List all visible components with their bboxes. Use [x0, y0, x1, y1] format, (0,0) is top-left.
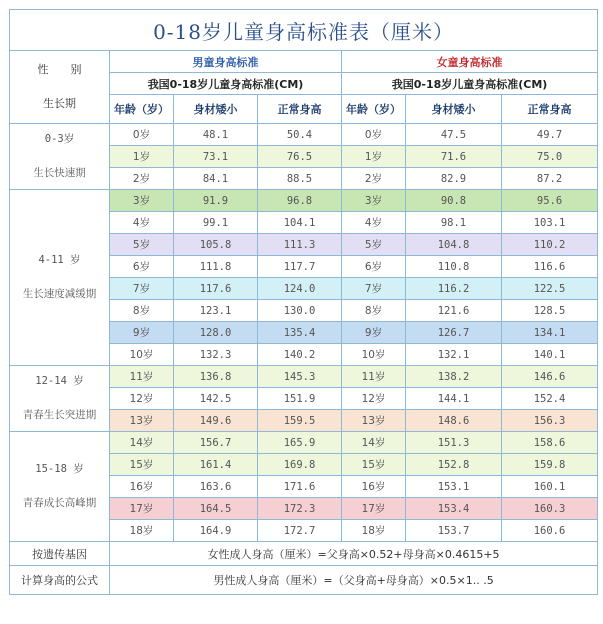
table-cell: 12岁 — [110, 388, 174, 410]
table-cell: 164.5 — [174, 498, 258, 520]
table-cell: 73.1 — [174, 146, 258, 168]
table-cell: 159.8 — [502, 454, 598, 476]
table-cell: 104.1 — [258, 212, 342, 234]
col-normal-boy: 正常身高 — [258, 95, 342, 124]
girl-national-standard: 我国0-18岁儿童身高标准(CM) — [342, 73, 598, 95]
table-cell: 111.8 — [174, 256, 258, 278]
formula-label-line1: 按遗传基因 — [10, 542, 110, 566]
table-cell: 138.2 — [406, 366, 502, 388]
table-cell: 3岁 — [342, 190, 406, 212]
height-standard-table — [9, 9, 598, 595]
table-cell: 14岁 — [110, 432, 174, 454]
formula-label-line2: 计算身高的公式 — [10, 566, 110, 595]
table-cell: 8岁 — [342, 300, 406, 322]
stage-age-range: 0-3岁 — [44, 132, 75, 145]
table-cell: 110.2 — [502, 234, 598, 256]
table-cell: 136.8 — [174, 366, 258, 388]
table-cell: 75.0 — [502, 146, 598, 168]
table-cell: 117.7 — [258, 256, 342, 278]
stage-cell — [10, 124, 110, 190]
table-cell: 153.1 — [406, 476, 502, 498]
table-cell: 13岁 — [342, 410, 406, 432]
table-cell: 82.9 — [406, 168, 502, 190]
table-cell: 128.0 — [174, 322, 258, 344]
table-cell: 71.6 — [406, 146, 502, 168]
table-cell: 121.6 — [406, 300, 502, 322]
table-cell: 15岁 — [110, 454, 174, 476]
table-cell: 5岁 — [342, 234, 406, 256]
table-cell: 164.9 — [174, 520, 258, 542]
table-cell: 6岁 — [110, 256, 174, 278]
table-cell: 1岁 — [110, 146, 174, 168]
table-cell: 87.2 — [502, 168, 598, 190]
table-cell: 156.3 — [502, 410, 598, 432]
table-cell: 163.6 — [174, 476, 258, 498]
table-cell: 151.3 — [406, 432, 502, 454]
table-cell: 116.6 — [502, 256, 598, 278]
stage-age-range: 12-14 岁 — [35, 374, 84, 387]
table-cell: 111.3 — [258, 234, 342, 256]
table-cell: 8岁 — [110, 300, 174, 322]
table-cell: 153.7 — [406, 520, 502, 542]
table-cell: 156.7 — [174, 432, 258, 454]
table-cell: 16岁 — [110, 476, 174, 498]
stage-cell — [10, 366, 110, 432]
table-cell: 1岁 — [342, 146, 406, 168]
table-cell: 130.0 — [258, 300, 342, 322]
stage-age-range: 15-18 岁 — [35, 462, 84, 475]
table-cell: 135.4 — [258, 322, 342, 344]
table-cell: 117.6 — [174, 278, 258, 300]
table-cell: 99.1 — [174, 212, 258, 234]
col-short-girl: 身材矮小 — [406, 95, 502, 124]
col-age-girl: 年龄（岁） — [342, 95, 406, 124]
table-cell: 11岁 — [110, 366, 174, 388]
table-cell: 165.9 — [258, 432, 342, 454]
table-cell: 142.5 — [174, 388, 258, 410]
boy-standard-header: 男童身高标准 — [110, 51, 342, 73]
stage-name: 青春生长突进期 — [22, 408, 97, 421]
table-cell: 14岁 — [342, 432, 406, 454]
table-cell: 84.1 — [174, 168, 258, 190]
table-cell: 9岁 — [110, 322, 174, 344]
table-cell: 145.3 — [258, 366, 342, 388]
table-cell: 104.8 — [406, 234, 502, 256]
table-cell: 140.2 — [258, 344, 342, 366]
female-formula: 女性成人身高（厘米）=父身高×0.52+母身高×0.4615+5 — [110, 542, 598, 566]
table-cell: 95.6 — [502, 190, 598, 212]
table-cell: 110.8 — [406, 256, 502, 278]
table-cell: 76.5 — [258, 146, 342, 168]
table-cell: 11岁 — [342, 366, 406, 388]
table-cell: 10岁 — [342, 344, 406, 366]
table-cell: 48.1 — [174, 124, 258, 146]
table-cell: 17岁 — [110, 498, 174, 520]
table-cell: 10岁 — [110, 344, 174, 366]
table-cell: 153.4 — [406, 498, 502, 520]
table-cell: 172.3 — [258, 498, 342, 520]
col-short-boy: 身材矮小 — [174, 95, 258, 124]
table-cell: 50.4 — [258, 124, 342, 146]
table-cell: 0岁 — [342, 124, 406, 146]
girl-standard-header: 女童身高标准 — [342, 51, 598, 73]
table-cell: 6岁 — [342, 256, 406, 278]
stage-cell — [10, 190, 110, 366]
table-cell: 0岁 — [110, 124, 174, 146]
table-cell: 5岁 — [110, 234, 174, 256]
table-cell: 96.8 — [258, 190, 342, 212]
table-cell: 161.4 — [174, 454, 258, 476]
table-cell: 148.6 — [406, 410, 502, 432]
table-cell: 98.1 — [406, 212, 502, 234]
table-cell: 144.1 — [406, 388, 502, 410]
table-cell: 91.9 — [174, 190, 258, 212]
table-cell: 7岁 — [110, 278, 174, 300]
table-cell: 13岁 — [110, 410, 174, 432]
stage-label: 生长期 — [43, 97, 76, 110]
table-cell: 151.9 — [258, 388, 342, 410]
stage-name: 生长速度减缓期 — [22, 287, 97, 300]
stage-name: 青春成长高峰期 — [22, 496, 97, 509]
table-cell: 160.3 — [502, 498, 598, 520]
table-cell: 126.7 — [406, 322, 502, 344]
table-cell: 47.5 — [406, 124, 502, 146]
table-cell: 18岁 — [342, 520, 406, 542]
table-cell: 158.6 — [502, 432, 598, 454]
table-cell: 3岁 — [110, 190, 174, 212]
table-cell: 4岁 — [342, 212, 406, 234]
table-cell: 2岁 — [110, 168, 174, 190]
table-cell: 160.1 — [502, 476, 598, 498]
table-cell: 123.1 — [174, 300, 258, 322]
table-cell: 152.4 — [502, 388, 598, 410]
table-cell: 128.5 — [502, 300, 598, 322]
table-cell: 49.7 — [502, 124, 598, 146]
table-cell: 140.1 — [502, 344, 598, 366]
table-cell: 124.0 — [258, 278, 342, 300]
table-cell: 146.6 — [502, 366, 598, 388]
boy-national-standard: 我国0-18岁儿童身高标准(CM) — [110, 73, 342, 95]
gender-label: 性 别 — [37, 62, 82, 76]
table-cell: 132.1 — [406, 344, 502, 366]
table-cell: 122.5 — [502, 278, 598, 300]
stage-cell — [10, 432, 110, 542]
table-cell: 169.8 — [258, 454, 342, 476]
table-cell: 152.8 — [406, 454, 502, 476]
table-cell: 116.2 — [406, 278, 502, 300]
table-cell: 17岁 — [342, 498, 406, 520]
table-cell: 132.3 — [174, 344, 258, 366]
col-normal-girl: 正常身高 — [502, 95, 598, 124]
stage-name: 生长快速期 — [33, 166, 86, 179]
col-age-boy: 年龄（岁） — [110, 95, 174, 124]
table-cell: 160.6 — [502, 520, 598, 542]
table-cell: 171.6 — [258, 476, 342, 498]
table-cell: 90.8 — [406, 190, 502, 212]
table-cell: 159.5 — [258, 410, 342, 432]
male-formula: 男性成人身高（厘米）=（父身高+母身高）×0.5×1.. .5 — [110, 566, 598, 595]
stage-age-range: 4-11 岁 — [38, 253, 81, 266]
table-cell: 172.7 — [258, 520, 342, 542]
table-cell: 16岁 — [342, 476, 406, 498]
table-cell: 149.6 — [174, 410, 258, 432]
table-cell: 7岁 — [342, 278, 406, 300]
table-cell: 88.5 — [258, 168, 342, 190]
table-cell: 9岁 — [342, 322, 406, 344]
table-cell: 2岁 — [342, 168, 406, 190]
table-cell: 103.1 — [502, 212, 598, 234]
table-cell: 12岁 — [342, 388, 406, 410]
table-cell: 134.1 — [502, 322, 598, 344]
table-title: 0-18岁儿童身高标准表（厘米） — [10, 10, 598, 51]
gender-stage-header — [10, 51, 110, 124]
table-cell: 105.8 — [174, 234, 258, 256]
table-cell: 4岁 — [110, 212, 174, 234]
table-cell: 18岁 — [110, 520, 174, 542]
table-cell: 15岁 — [342, 454, 406, 476]
